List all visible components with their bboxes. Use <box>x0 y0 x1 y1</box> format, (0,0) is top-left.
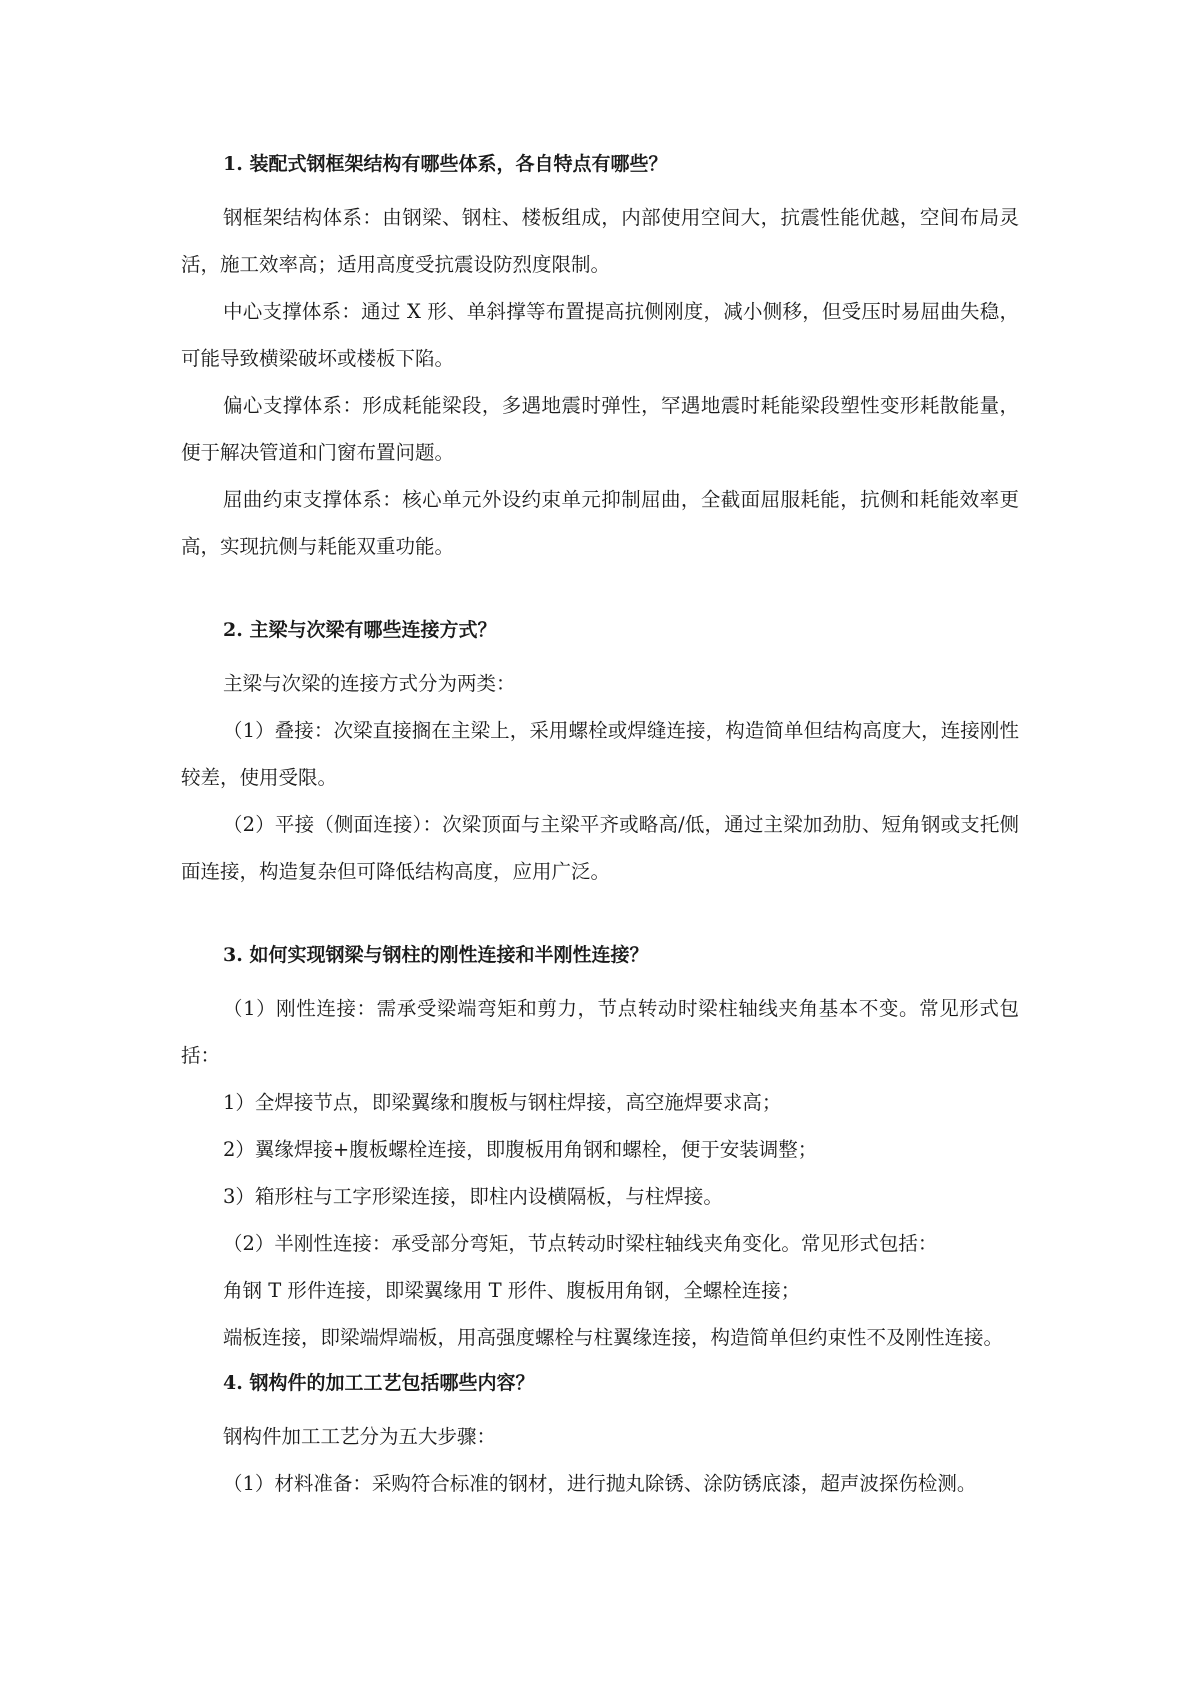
section-1-para-4: 屈曲约束支撑体系：核心单元外设约束单元抑制屈曲，全截面屈服耗能，抗侧和耗能效率更高，实现抗侧与耗能双重功能。 <box>181 488 1019 558</box>
section-3-item-2: 2）翼缘焊接+腹板螺栓连接，即腹板用角钢和螺栓，便于安装调整； <box>223 1138 818 1161</box>
section-3-para-2: （2）半刚性连接：承受部分弯矩，节点转动时梁柱轴线夹角变化。常见形式包括： <box>223 1232 938 1255</box>
section-spacer <box>181 570 1019 614</box>
section-1-para-1: 钢框架结构体系：由钢梁、钢柱、楼板组成，内部使用空间大，抗震性能优越，空间布局灵活，施工效率高；适用高度受抗震设防烈度限制。 <box>181 206 1019 276</box>
section-4-title: 4. 钢构件的加工工艺包括哪些内容？ <box>223 1372 535 1394</box>
document-body <box>181 148 1019 1507</box>
section-2 <box>181 614 1019 895</box>
section-spacer <box>181 895 1019 939</box>
section-3-item-5: 端板连接，即梁端焊端板，用高强度螺栓与柱翼缘连接，构造简单但约束性不及刚性连接。 <box>223 1326 1004 1349</box>
section-4-para-1: 钢构件加工工艺分为五大步骤： <box>223 1425 497 1448</box>
section-1-title: 1. 装配式钢框架结构有哪些体系，各自特点有哪些？ <box>223 153 668 175</box>
section-2-title: 2. 主梁与次梁有哪些连接方式？ <box>223 619 497 641</box>
section-3-item-4: 角钢 T 形件连接，即梁翼缘用 T 形件、腹板用角钢，全螺栓连接； <box>223 1279 801 1302</box>
section-1-para-3: 偏心支撑体系：形成耗能梁段，多遇地震时弹性，罕遇地震时耗能梁段塑性变形耗散能量，便于解决管道和门窗布置问题。 <box>181 394 1019 464</box>
section-4 <box>181 1367 1019 1507</box>
section-4-para-2: （1）材料准备：采购符合标准的钢材，进行抛丸除锈、涂防锈底漆，超声波探伤检测。 <box>223 1472 977 1495</box>
section-1-para-2: 中心支撑体系：通过 X 形、单斜撑等布置提高抗侧刚度，减小侧移，但受压时易屈曲失稳，可能导致横梁破坏或楼板下陷。 <box>181 300 1019 370</box>
section-3-item-3: 3）箱形柱与工字形梁连接，即柱内设横隔板，与柱焊接。 <box>223 1185 723 1208</box>
section-2-para-1: 主梁与次梁的连接方式分为两类： <box>223 672 516 695</box>
section-3 <box>181 939 1019 1361</box>
section-2-para-3: （2）平接（侧面连接）：次梁顶面与主梁平齐或略高/低，通过主梁加劲肋、短角钢或支托侧面连接，构造复杂但可降低结构高度，应用广泛。 <box>181 813 1019 883</box>
section-1 <box>181 148 1019 570</box>
section-2-para-2: （1）叠接：次梁直接搁在主梁上，采用螺栓或焊缝连接，构造简单但结构高度大，连接刚性较差，使用受限。 <box>181 719 1019 789</box>
section-3-item-1: 1）全焊接节点，即梁翼缘和腹板与钢柱焊接，高空施焊要求高； <box>223 1091 782 1114</box>
section-3-title: 3. 如何实现钢梁与钢柱的刚性连接和半刚性连接？ <box>223 944 649 966</box>
section-3-para-1: （1）刚性连接：需承受梁端弯矩和剪力，节点转动时梁柱轴线夹角基本不变。常见形式包括： <box>181 997 1019 1067</box>
